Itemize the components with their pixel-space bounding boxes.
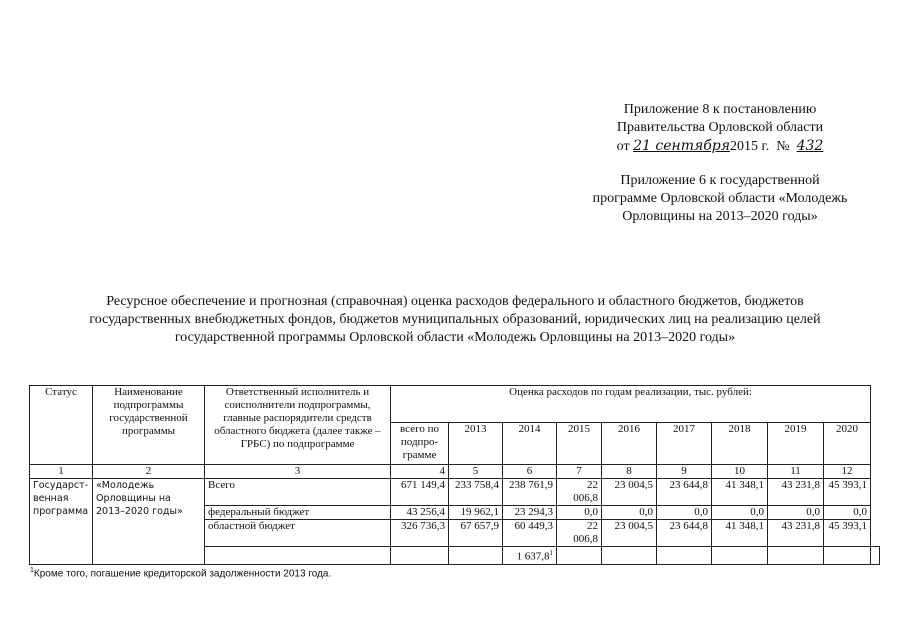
table-cell: 41 348,1 [712,520,768,547]
table-cell: 0,0 [602,506,657,520]
table-row-total [30,479,880,506]
status-cell: Государст-венная программа [30,479,93,565]
table-cell-extra [503,547,557,565]
handwritten-number: 432 [796,138,824,154]
table-cell [768,547,824,565]
table-cell [449,547,503,565]
table-cell: 41 348,1 [712,479,768,506]
table-cell [657,547,712,565]
header-estimate: Оценка расходов по годам реализации, тыс. рублей: [391,386,871,423]
header-year-2016: 2016 [602,423,657,465]
header-year-2020: 2020 [824,423,871,465]
table-cell: 43 256,4 [391,506,449,520]
table-cell: 0,0 [557,506,602,520]
year-text: 2015 г. [730,139,770,154]
table-cell: 19 962,1 [449,506,503,520]
table-cell: 23 644,8 [657,520,712,547]
table-cell [205,547,391,565]
table-cell [602,547,657,565]
col-num-10: 10 [712,465,768,479]
from-label: от [616,139,630,154]
table-cell: 23 644,8 [657,479,712,506]
program-name-cell: «Молодежь Орловщины на 2013–2020 годы» [93,479,205,565]
appendix-8-date-line [540,137,900,156]
header-year-2015: 2015 [557,423,602,465]
col-num-4: 4 [391,465,449,479]
extra-value: 1 637,8 [516,550,550,563]
header-row-1 [30,386,880,423]
table-cell: 45 393,1 [824,520,871,547]
footnote-mark: 1 [30,567,34,574]
col-num-11: 11 [768,465,824,479]
header-year-2018: 2018 [712,423,768,465]
table-cell [557,547,602,565]
table-cell: 43 231,8 [768,520,824,547]
table-cell [712,547,768,565]
table-cell: 23 004,5 [602,479,657,506]
title-line3: государственной программы Орловской области «Молодежь Орловщины на 2013–2020 годы» [174,330,736,345]
table-cell: 60 449,3 [503,520,557,547]
appendix-8-line1: Приложение 8 к постановлению [623,102,817,117]
table-cell: 0,0 [768,506,824,520]
row-label: федеральный бюджет [205,506,391,520]
title-line1: Ресурсное обеспечение и прогнозная (справочная) оценка расходов федерального и областного бюджетов, бюджетов [106,294,804,309]
header-status: Статус [30,386,93,465]
table-cell: 23 294,3 [503,506,557,520]
header-year-2017: 2017 [657,423,712,465]
document-title [40,293,870,347]
table-cell [391,547,449,565]
resource-table [29,385,880,565]
table-cell: 67 657,9 [449,520,503,547]
header-year-2013: 2013 [449,423,503,465]
col-num-12: 12 [824,465,871,479]
col-num-8: 8 [602,465,657,479]
appendix-8-block [540,101,900,156]
footnote [30,567,331,579]
header-year-2014: 2014 [503,423,557,465]
title-line2: государственных внебюджетных фондов, бюджетов муниципальных образований, юридических лиц на реализацию целей [89,312,821,327]
table-cell: 23 004,5 [602,520,657,547]
appendix-6-line2: программе Орловской области «Молодежь [592,191,848,206]
handwritten-date: 21 сентября [633,138,731,154]
table-cell: 0,0 [712,506,768,520]
table-cell [824,547,871,565]
col-num-1: 1 [30,465,93,479]
header-executor: Ответственный исполнитель и соисполнители подпрограммы, главные распорядители средств областного бюджета (далее также – ГРБС) по подпрограмме [205,386,391,465]
table-cell: 45 393,1 [824,479,871,506]
table-cell: 238 761,9 [503,479,557,506]
number-label: № [776,139,790,154]
appendix-6-line3: Орловщины на 2013–2020 годы» [622,209,818,224]
table-cell: 326 736,3 [391,520,449,547]
table-cell: 43 231,8 [768,479,824,506]
row-label: Всего [205,479,391,506]
table-cell: 22 006,8 [557,520,602,547]
table-cell: 0,0 [657,506,712,520]
table-cell: 233 758,4 [449,479,503,506]
extra-footnote-mark: 1 [549,549,553,557]
header-total: всего по подпро-грамме [391,423,449,465]
column-number-row [30,465,880,479]
footnote-text: Кроме того, погашение кредиторской задолженности 2013 года. [33,568,332,580]
col-num-9: 9 [657,465,712,479]
table-cell: 22 006,8 [557,479,602,506]
col-num-5: 5 [449,465,503,479]
table-cell: 671 149,4 [391,479,449,506]
header-name: Наименование подпрограммы государственной программы [93,386,205,465]
appendix-6-line1: Приложение 6 к государственной [620,173,820,188]
table-cell: 0,0 [824,506,871,520]
col-num-7: 7 [557,465,602,479]
header-year-2019: 2019 [768,423,824,465]
row-label: областной бюджет [205,520,391,547]
col-num-2: 2 [93,465,205,479]
appendix-6-block [540,172,900,226]
table-cell [871,547,880,565]
appendix-8-line2: Правительства Орловской области [616,120,824,135]
col-num-3: 3 [205,465,391,479]
col-num-6: 6 [503,465,557,479]
